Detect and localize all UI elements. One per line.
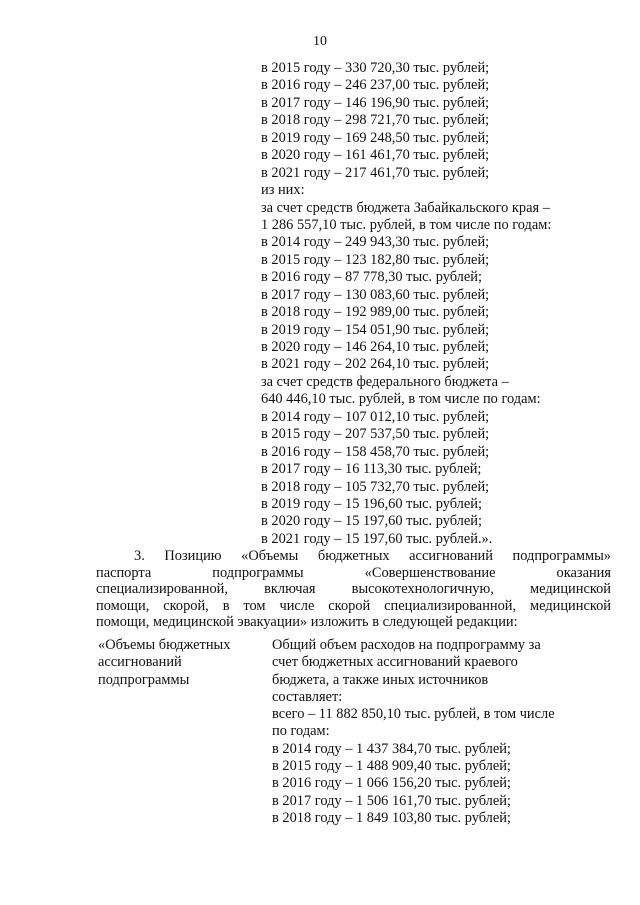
text-line: в 2014 году – 107 012,10 тыс. рублей; [261, 408, 490, 425]
text-line: в 2017 году – 146 196,90 тыс. рублей; [261, 94, 490, 111]
text-line: в 2018 году – 192 989,00 тыс. рублей; [261, 304, 490, 321]
text-line: из них: [261, 182, 305, 199]
text-line: в 2020 году – 146 264,10 тыс. рублей; [261, 339, 490, 355]
text-line: в 2014 году – 249 943,30 тыс. рублей; [261, 234, 490, 251]
text-line: за счет средств бюджета Забайкальского края – [261, 199, 550, 216]
text-line: в 2016 году – 158 458,70 тыс. рублей; [261, 443, 490, 460]
value-line: в 2015 году – 1 488 909,40 тыс. рублей; [272, 758, 511, 775]
paragraph-line: паспорта подпрограммы «Совершенствование оказания [96, 564, 611, 581]
text-line: в 2021 году – 217 461,70 тыс. рублей; [261, 164, 490, 181]
value-line: в 2018 году – 1 849 103,80 тыс. рублей; [272, 809, 511, 826]
label-line: подпрограммы [98, 671, 190, 688]
text-line: в 2019 году – 169 248,50 тыс. рублей; [261, 129, 490, 146]
value-line: Общий объем расходов на подпрограмму за [272, 637, 541, 653]
text-line: в 2019 году – 154 051,90 тыс. рублей; [261, 321, 490, 338]
text-line: за счет средств федерального бюджета – [261, 373, 509, 390]
label-line: «Объемы бюджетных [98, 637, 231, 653]
text-line: в 2015 году – 330 720,30 тыс. рублей; [261, 60, 490, 76]
label-line: ассигнований [98, 654, 182, 671]
text-line: в 2018 году – 105 732,70 тыс. рублей; [261, 478, 490, 495]
table-label-cell [98, 637, 230, 689]
funding-by-year-list [261, 60, 551, 548]
text-line: в 2020 году – 15 197,60 тыс. рублей; [261, 513, 482, 530]
text-line: 1 286 557,10 тыс. рублей, в том числе по годам: [261, 216, 552, 233]
text-line: 640 446,10 тыс. рублей, в том числе по годам: [261, 391, 541, 408]
value-line: бюджета, а также иных источников [272, 671, 489, 688]
text-line: в 2020 году – 161 461,70 тыс. рублей; [261, 147, 490, 164]
text-line: в 2019 году – 15 196,60 тыс. рублей; [261, 495, 482, 512]
paragraph-line: помощи, скорой, в том числе скорой специализированной, медицинской [96, 597, 611, 614]
value-line: в 2016 году – 1 066 156,20 тыс. рублей; [272, 775, 511, 792]
value-line: по годам: [272, 723, 330, 740]
text-line: в 2015 году – 207 537,50 тыс. рублей; [261, 426, 490, 443]
page-number: 10 [313, 34, 327, 49]
text-line: в 2017 году – 130 083,60 тыс. рублей; [261, 286, 490, 303]
value-line: в 2017 году – 1 506 161,70 тыс. рублей; [272, 792, 511, 809]
value-line: в 2014 году – 1 437 384,70 тыс. рублей; [272, 740, 511, 757]
amendment-paragraph [96, 548, 611, 631]
text-line: в 2018 году – 298 721,70 тыс. рублей; [261, 112, 490, 129]
paragraph-line: помощи, медицинской эвакуации» изложить в следующей редакции: [96, 614, 518, 630]
text-line: в 2017 году – 16 113,30 тыс. рублей; [261, 461, 482, 478]
paragraph-line: 3. Позицию «Объемы бюджетных ассигнований подпрограммы» [134, 548, 611, 564]
text-line: в 2021 году – 202 264,10 тыс. рублей; [261, 356, 490, 373]
text-line: в 2016 году – 246 237,00 тыс. рублей; [261, 77, 490, 94]
value-line: составляет: [272, 688, 343, 705]
paragraph-line: специализированной, включая высокотехнологичную, медицинской [96, 581, 611, 597]
text-line: в 2016 году – 87 778,30 тыс. рублей; [261, 269, 482, 286]
value-line: счет бюджетных ассигнований краевого [272, 654, 518, 671]
table-value-cell [272, 637, 555, 827]
text-line: в 2015 году – 123 182,80 тыс. рублей; [261, 251, 490, 268]
text-line: в 2021 году – 15 197,60 тыс. рублей.». [261, 530, 493, 547]
value-line: всего – 11 882 850,10 тыс. рублей, в том числе [272, 706, 555, 723]
